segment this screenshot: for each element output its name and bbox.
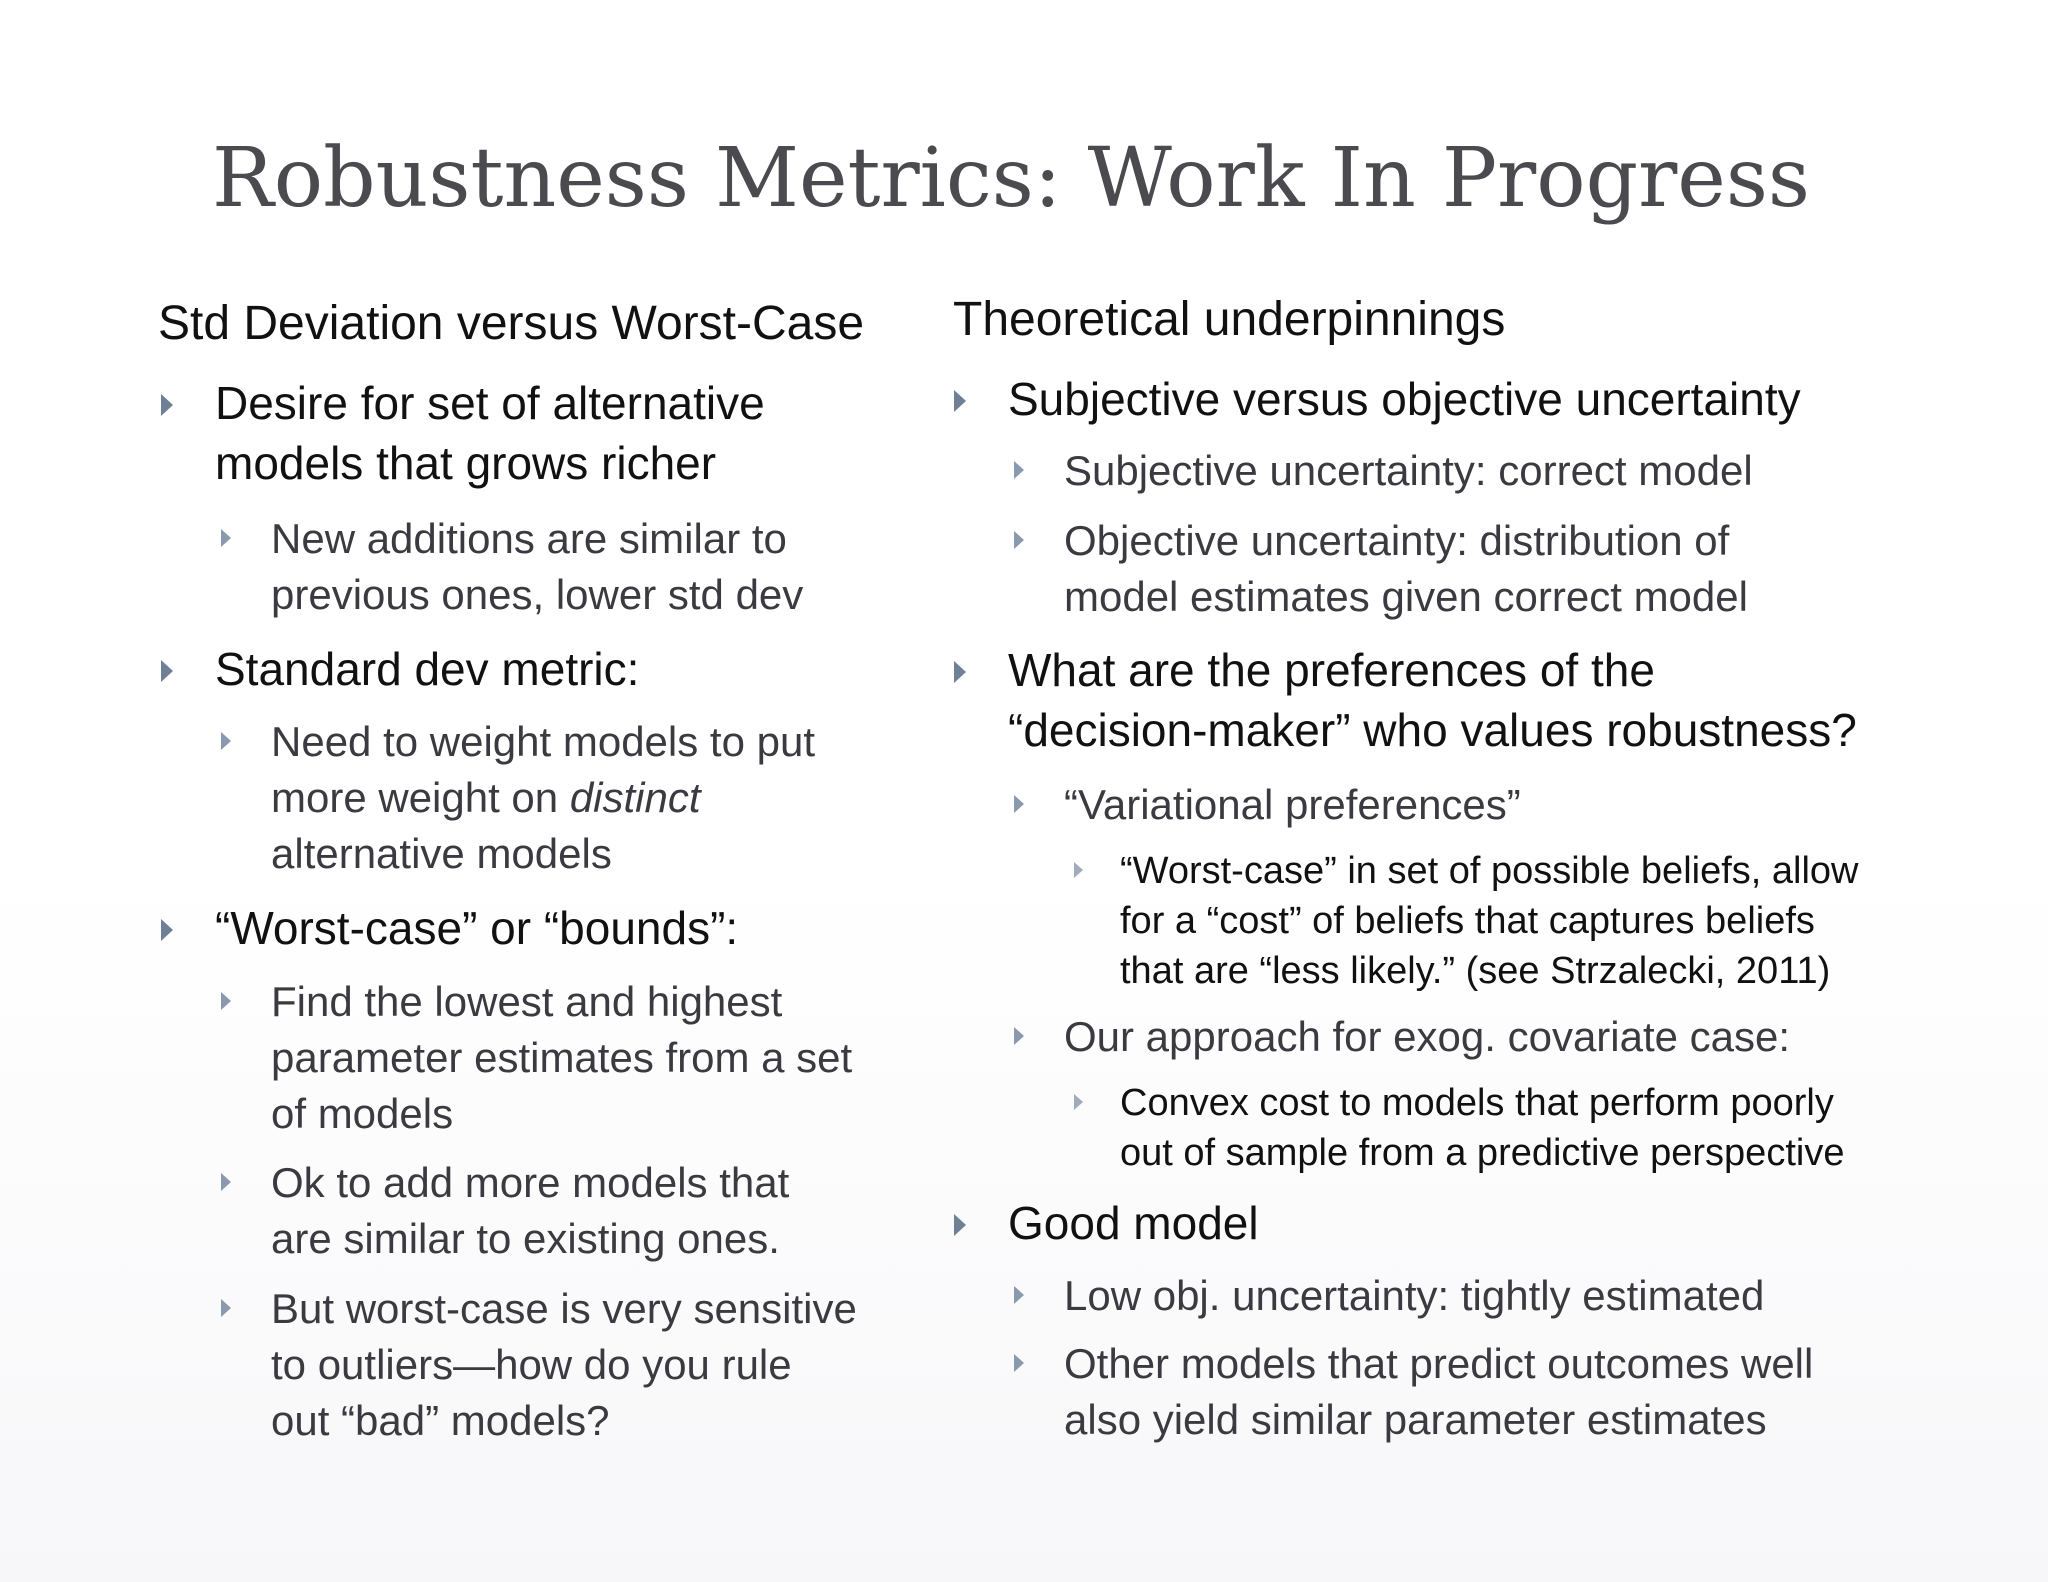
subbullet-our-approach: Our approach for exog. covariate case:	[1064, 1009, 1790, 1065]
right-column-heading: Theoretical underpinnings	[953, 293, 1506, 346]
bullet-arrow-icon	[1014, 531, 1024, 549]
bullet-arrow-icon	[1014, 1354, 1024, 1372]
bullet-subjective-objective: Subjective versus objective uncertainty	[1008, 370, 1801, 430]
bullet-arrow-icon	[221, 732, 231, 750]
bullet-arrow-icon	[161, 660, 173, 682]
bullet-arrow-icon	[221, 529, 231, 547]
bullet-arrow-icon	[161, 394, 173, 416]
bullet-arrow-icon	[1074, 1094, 1083, 1110]
subsubbullet-convex-cost: Convex cost to models that perform poorly out of sample from a predictive perspective	[1120, 1078, 1844, 1178]
left-column-heading: Std Deviation versus Worst-Case	[158, 297, 865, 350]
bullet-standard-dev-metric: Standard dev metric:	[215, 640, 639, 700]
subbullet-low-obj-uncertainty: Low obj. uncertainty: tightly estimated	[1064, 1268, 1764, 1324]
bullet-arrow-icon	[1074, 862, 1083, 878]
bullet-worst-case-bounds: “Worst-case” or “bounds”:	[215, 899, 738, 959]
subbullet-find-lowest-highest: Find the lowest and highest parameter estimates from a set of models	[271, 974, 852, 1142]
bullet-arrow-icon	[1014, 461, 1024, 479]
bullet-arrow-icon	[954, 661, 966, 683]
subsubbullet-worst-case-beliefs: “Worst-case” in set of possible beliefs, allow for a “cost” of beliefs that captures beliefs that are “less likely.” (see Strzalecki, 2011)	[1120, 846, 1858, 996]
bullet-arrow-icon	[161, 919, 173, 941]
bullet-arrow-icon	[221, 1299, 231, 1317]
subbullet-variational-preferences: “Variational preferences”	[1064, 777, 1521, 833]
subbullet-weight-models: Need to weight models to put more weight on distinct alternative models	[271, 714, 815, 882]
subbullet-worst-case-sensitive: But worst-case is very sensitive to outliers—how do you rule out “bad” models?	[271, 1281, 857, 1449]
bullet-arrow-icon	[1014, 1027, 1024, 1045]
bullet-arrow-icon	[1014, 795, 1024, 813]
subbullet-objective-uncertainty: Objective uncertainty: distribution of model estimates given correct model	[1064, 513, 1748, 625]
bullet-desire-alternative-models: Desire for set of alternative models that grows richer	[215, 374, 765, 494]
bullet-arrow-icon	[221, 1173, 231, 1191]
bullet-arrow-icon	[954, 390, 966, 412]
bullet-arrow-icon	[1014, 1286, 1024, 1304]
bullet-arrow-icon	[221, 992, 231, 1010]
bullet-arrow-icon	[954, 1214, 966, 1236]
bullet-good-model: Good model	[1008, 1194, 1259, 1254]
subbullet-other-models-predict: Other models that predict outcomes well also yield similar parameter estimates	[1064, 1336, 1813, 1448]
subbullet-ok-to-add-models: Ok to add more models that are similar to existing ones.	[271, 1155, 789, 1267]
subbullet-subjective-uncertainty: Subjective uncertainty: correct model	[1064, 443, 1753, 499]
slide-title: Robustness Metrics: Work In Progress	[212, 131, 1810, 226]
bullet-preferences-decision-maker: What are the preferences of the “decision-maker” who values robustness?	[1008, 641, 1857, 761]
subbullet-new-additions: New additions are similar to previous ones, lower std dev	[271, 511, 803, 623]
